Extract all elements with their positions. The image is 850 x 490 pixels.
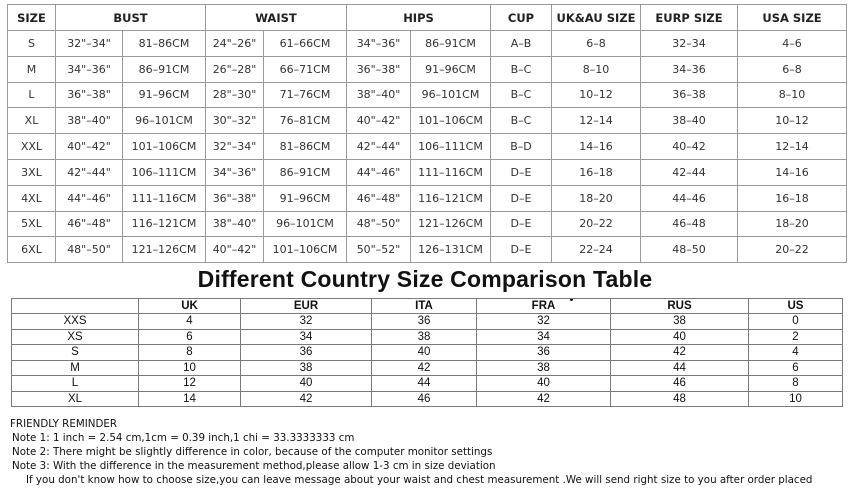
size-chart-cell: 14–16 xyxy=(552,134,641,160)
comparison-cell: 40 xyxy=(477,376,611,392)
header-waist: WAIST xyxy=(206,5,347,31)
size-chart-cell: 121–126CM xyxy=(123,237,206,263)
comparison-header-row xyxy=(12,299,843,314)
size-chart-cell: 81–86CM xyxy=(123,31,206,57)
header-hips: HIPS xyxy=(347,5,491,31)
size-chart-cell: 111–116CM xyxy=(411,159,491,185)
comparison-title: Different Country Size Comparison Table xyxy=(197,266,653,292)
comparison-cell: 34 xyxy=(477,329,611,345)
header-ita: ITA xyxy=(372,299,477,314)
size-chart-row xyxy=(8,108,847,134)
comparison-cell: 38 xyxy=(241,360,372,376)
size-chart-row xyxy=(8,185,847,211)
size-chart-cell: M xyxy=(8,56,56,82)
size-chart-header-row xyxy=(8,5,847,31)
size-chart-cell: 12–14 xyxy=(738,134,847,160)
size-chart-row xyxy=(8,82,847,108)
size-chart-cell: 5XL xyxy=(8,211,56,237)
reminder-size-tip: If you don't know how to choose size,you can leave message about your waist and chest measurement .We will send right size to you after order placed xyxy=(26,474,813,486)
size-chart-cell: 8–10 xyxy=(738,82,847,108)
comparison-cell: 4 xyxy=(749,345,843,361)
size-chart-cell: 36"–38" xyxy=(56,82,123,108)
header-size: SIZE xyxy=(8,5,56,31)
size-chart-cell: 26"–28" xyxy=(206,56,264,82)
size-chart-cell: 10–12 xyxy=(738,108,847,134)
header-rus: RUS xyxy=(611,299,749,314)
size-chart-cell: 106–111CM xyxy=(411,134,491,160)
size-chart-cell: 42"–44" xyxy=(56,159,123,185)
size-chart-cell: 48"–50" xyxy=(56,237,123,263)
comparison-cell: 38 xyxy=(611,314,749,330)
size-chart-cell: B–C xyxy=(491,56,552,82)
size-chart-row xyxy=(8,211,847,237)
size-chart-cell: 12–14 xyxy=(552,108,641,134)
size-chart-cell: D–E xyxy=(491,185,552,211)
header-eurp-size: EURP SIZE xyxy=(641,5,738,31)
size-chart-cell: D–E xyxy=(491,159,552,185)
size-chart-cell: 126–131CM xyxy=(411,237,491,263)
header-eur: EUR xyxy=(241,299,372,314)
size-chart-cell: 34"–36" xyxy=(206,159,264,185)
comparison-cell: 42 xyxy=(477,391,611,407)
comparison-cell: 46 xyxy=(372,391,477,407)
reminder-note-1: Note 1: 1 inch = 2.54 cm,1cm = 0.39 inch,1 chi = 33.3333333 cm xyxy=(12,432,355,444)
comparison-cell: XS xyxy=(12,329,139,345)
size-chart-cell: 6–8 xyxy=(738,56,847,82)
comparison-cell: 42 xyxy=(372,360,477,376)
size-chart-cell: 38"–40" xyxy=(206,211,264,237)
size-chart-cell: 3XL xyxy=(8,159,56,185)
comparison-cell: M xyxy=(12,360,139,376)
size-chart-cell: D–E xyxy=(491,237,552,263)
size-chart-cell: 36"–38" xyxy=(206,185,264,211)
comparison-cell: 42 xyxy=(241,391,372,407)
size-chart-cell: 32–34 xyxy=(641,31,738,57)
size-chart-cell: 38"–40" xyxy=(56,108,123,134)
size-chart-cell: 42–44 xyxy=(641,159,738,185)
size-chart-cell: 44"–46" xyxy=(56,185,123,211)
size-chart-cell: 10–12 xyxy=(552,82,641,108)
comparison-row xyxy=(12,314,843,330)
size-chart-row xyxy=(8,159,847,185)
size-chart-cell: 38"–40" xyxy=(347,82,411,108)
size-chart-cell: 44–46 xyxy=(641,185,738,211)
size-chart-cell: 38–40 xyxy=(641,108,738,134)
size-chart-cell: 42"–44" xyxy=(347,134,411,160)
size-chart-cell: 40"–42" xyxy=(206,237,264,263)
comparison-cell: 32 xyxy=(241,314,372,330)
header-blank xyxy=(12,299,139,314)
size-chart-cell: 101–106CM xyxy=(264,237,347,263)
size-chart-cell: 86–91CM xyxy=(123,56,206,82)
comparison-row xyxy=(12,345,843,361)
comparison-cell: 8 xyxy=(139,345,241,361)
comparison-cell: 36 xyxy=(477,345,611,361)
size-chart-cell: 81–86CM xyxy=(264,134,347,160)
comparison-cell: 40 xyxy=(241,376,372,392)
size-chart-cell: B–C xyxy=(491,108,552,134)
comparison-cell: 10 xyxy=(749,391,843,407)
comparison-cell: 44 xyxy=(611,360,749,376)
comparison-cell: 38 xyxy=(477,360,611,376)
size-chart-cell: 34"–36" xyxy=(347,31,411,57)
size-chart-cell: 30"–32" xyxy=(206,108,264,134)
size-chart-cell: 6XL xyxy=(8,237,56,263)
size-chart-cell: L xyxy=(8,82,56,108)
size-chart-cell: 34"–36" xyxy=(56,56,123,82)
size-chart-cell: 36–38 xyxy=(641,82,738,108)
comparison-cell: 2 xyxy=(749,329,843,345)
comparison-cell: 46 xyxy=(611,376,749,392)
size-chart-cell: 22–24 xyxy=(552,237,641,263)
comparison-row xyxy=(12,329,843,345)
comparison-row xyxy=(12,376,843,392)
comparison-row xyxy=(12,391,843,407)
size-chart-cell: 36"–38" xyxy=(347,56,411,82)
size-chart-cell: 34–36 xyxy=(641,56,738,82)
size-chart-cell: 46"–48" xyxy=(56,211,123,237)
size-chart-cell: 86–91CM xyxy=(264,159,347,185)
size-chart-cell: 66–71CM xyxy=(264,56,347,82)
comparison-cell: XXS xyxy=(12,314,139,330)
size-chart-table xyxy=(7,4,847,263)
size-chart-cell: B–D xyxy=(491,134,552,160)
comparison-cell: L xyxy=(12,376,139,392)
size-chart-cell: 18–20 xyxy=(738,211,847,237)
country-comparison-table xyxy=(11,298,843,407)
comparison-cell: 44 xyxy=(372,376,477,392)
size-chart-cell: 40"–42" xyxy=(347,108,411,134)
comparison-row xyxy=(12,360,843,376)
size-chart-cell: 40–42 xyxy=(641,134,738,160)
size-chart-cell: 96–101CM xyxy=(411,82,491,108)
size-chart-cell: 101–106CM xyxy=(411,108,491,134)
size-chart-row xyxy=(8,237,847,263)
size-chart-cell: 48"–50" xyxy=(347,211,411,237)
size-chart-cell: 121–126CM xyxy=(411,211,491,237)
header-cup: CUP xyxy=(491,5,552,31)
size-chart-cell: S xyxy=(8,31,56,57)
size-chart-cell: 71–76CM xyxy=(264,82,347,108)
reminder-heading: FRIENDLY REMINDER xyxy=(10,418,118,430)
comparison-cell: 36 xyxy=(241,345,372,361)
size-chart-cell: 91–96CM xyxy=(411,56,491,82)
size-chart-cell: XXL xyxy=(8,134,56,160)
friendly-reminder xyxy=(10,417,845,487)
size-chart-cell: 40"–42" xyxy=(56,134,123,160)
comparison-cell: 34 xyxy=(241,329,372,345)
comparison-cell: 6 xyxy=(139,329,241,345)
size-chart-cell: 24"–26" xyxy=(206,31,264,57)
comparison-cell: 12 xyxy=(139,376,241,392)
size-chart-cell: 4XL xyxy=(8,185,56,211)
comparison-cell: 36 xyxy=(372,314,477,330)
comparison-cell: 14 xyxy=(139,391,241,407)
size-chart-cell: 4–6 xyxy=(738,31,847,57)
size-chart-cell: 111–116CM xyxy=(123,185,206,211)
size-chart-cell: 91–96CM xyxy=(264,185,347,211)
size-chart-cell: D–E xyxy=(491,211,552,237)
size-chart-cell: 48–50 xyxy=(641,237,738,263)
comparison-cell: 0 xyxy=(749,314,843,330)
size-chart-cell: B–C xyxy=(491,82,552,108)
size-chart-cell: 16–18 xyxy=(738,185,847,211)
comparison-cell: 40 xyxy=(372,345,477,361)
header-us: US xyxy=(749,299,843,314)
size-chart-cell: 18–20 xyxy=(552,185,641,211)
reminder-note-2: Note 2: There might be slightly difference in color, because of the computer monitor settings xyxy=(12,446,493,458)
size-chart-cell: A–B xyxy=(491,31,552,57)
size-chart-cell: 76–81CM xyxy=(264,108,347,134)
size-chart-cell: 14–16 xyxy=(738,159,847,185)
size-chart-cell: 46–48 xyxy=(641,211,738,237)
header-fra: FRA xyxy=(477,299,611,314)
comparison-cell: 6 xyxy=(749,360,843,376)
header-bust: BUST xyxy=(56,5,206,31)
comparison-cell: 32 xyxy=(477,314,611,330)
comparison-cell: 42 xyxy=(611,345,749,361)
size-chart-cell: 116–121CM xyxy=(123,211,206,237)
comparison-cell: 38 xyxy=(372,329,477,345)
comparison-cell: S xyxy=(12,345,139,361)
size-chart-cell: 6–8 xyxy=(552,31,641,57)
size-chart-cell: 50"–52" xyxy=(347,237,411,263)
size-chart-row xyxy=(8,31,847,57)
size-chart-row xyxy=(8,134,847,160)
size-chart-cell: 96–101CM xyxy=(264,211,347,237)
header-uk-au-size: UK&AU SIZE xyxy=(552,5,641,31)
size-chart-cell: 61–66CM xyxy=(264,31,347,57)
size-chart-cell: 46"–48" xyxy=(347,185,411,211)
size-chart-cell: 44"–46" xyxy=(347,159,411,185)
header-usa-size: USA SIZE xyxy=(738,5,847,31)
size-chart-cell: 20–22 xyxy=(552,211,641,237)
size-chart-cell: 96–101CM xyxy=(123,108,206,134)
size-chart-cell: 106–111CM xyxy=(123,159,206,185)
size-chart-cell: 116–121CM xyxy=(411,185,491,211)
size-chart-cell: 86–91CM xyxy=(411,31,491,57)
size-chart-cell: 20–22 xyxy=(738,237,847,263)
comparison-cell: XL xyxy=(12,391,139,407)
comparison-cell: 8 xyxy=(749,376,843,392)
header-uk: UK xyxy=(139,299,241,314)
comparison-cell: 40 xyxy=(611,329,749,345)
size-chart-cell: 91–96CM xyxy=(123,82,206,108)
size-chart-cell: 28"–30" xyxy=(206,82,264,108)
comparison-cell: 10 xyxy=(139,360,241,376)
comparison-cell: 48 xyxy=(611,391,749,407)
size-chart-row xyxy=(8,56,847,82)
comparison-cell: 4 xyxy=(139,314,241,330)
size-chart-cell: XL xyxy=(8,108,56,134)
size-chart-cell: 8–10 xyxy=(552,56,641,82)
size-chart-cell: 32"–34" xyxy=(56,31,123,57)
size-chart-cell: 32"–34" xyxy=(206,134,264,160)
reminder-note-3: Note 3: With the difference in the measurement method,please allow 1-3 cm in size deviation xyxy=(12,460,496,472)
size-chart-cell: 101–106CM xyxy=(123,134,206,160)
size-chart-cell: 16–18 xyxy=(552,159,641,185)
